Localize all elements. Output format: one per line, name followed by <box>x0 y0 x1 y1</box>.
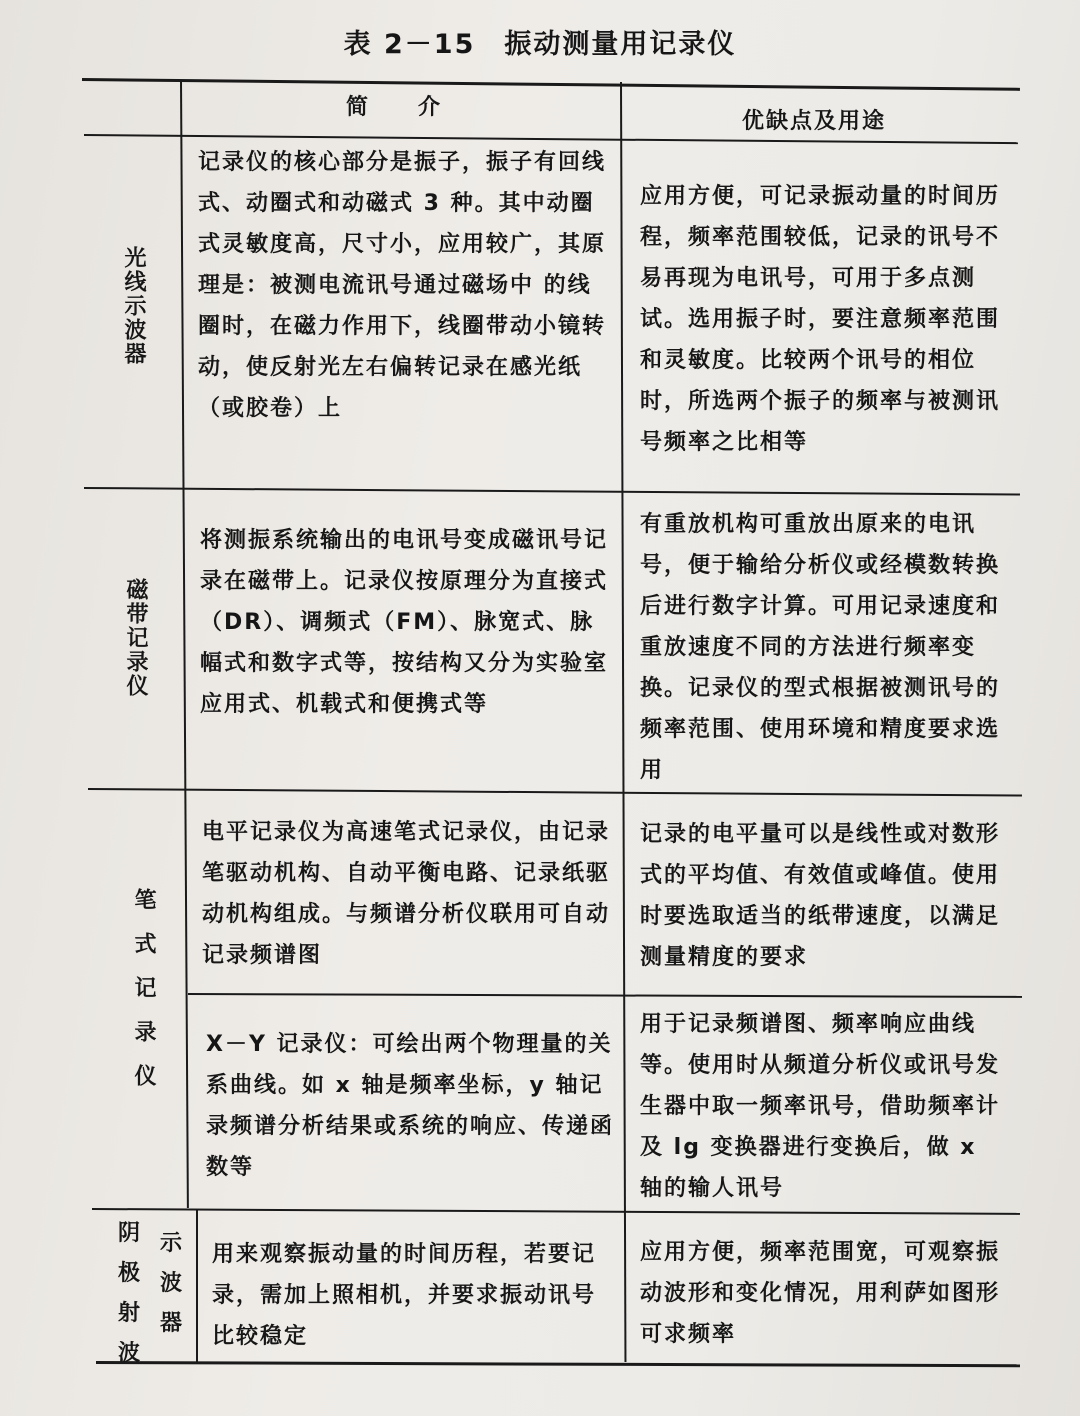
row3-usage-level: 记录的电平量可以是线性或对数形式的平均值、有效值或峰值。使用时要选取适当的纸带速度，以满足测量精度的要求 <box>640 822 1001 970</box>
table-bottom-rule <box>96 1361 1020 1367</box>
row5-category-left: 阴极射波 <box>118 1221 141 1366</box>
row3-intro-level: 电平记录仪为高速笔式记录仪，由记录笔驱动机构、自动平衡电路、记录纸驱动机构组成。与频谱分析仪联用可自动记录频谱图 <box>202 820 611 968</box>
row3-inner-rule <box>188 993 1022 998</box>
header-usage: 优缺点及用途 <box>742 109 887 134</box>
row3-category: 笔式记录仪 <box>131 888 156 1108</box>
row4-intro-xy: X－Y 记录仪：可绘出两个物理量的关系曲线。如 x 轴是频率坐标，y 轴记录频谱分析结果或系统的响应、传递函数等 <box>206 1032 615 1180</box>
row4-rule <box>92 1208 1020 1215</box>
row2-intro: 将测振系统输出的电讯号变成磁讯号记录在磁带上。记录仪按原理分为直接式（DR）、调频式（FM）、脉宽式、脉幅式和数字式等，按结构又分为实验室应用式、机载式和便携式等 <box>200 528 609 717</box>
row5-usage: 应用方便，频率范围宽，可观察振动波形和变化情况，用利萨如图形可求频率 <box>640 1240 1001 1347</box>
col1-divider-last <box>196 1210 198 1362</box>
row1-usage: 应用方便，可记录振动量的时间历程，频率范围较低，记录的讯号不易再现为电讯号，可用于多点测试。选用振子时，要注意频率范围和灵敏度。比较两个讯号的相位时，所选两个振子的频率与被测讯号频率之比相等 <box>640 184 1001 455</box>
table-title: 表 2－15 振动测量用记录仪 <box>343 29 737 60</box>
row4-usage-xy: 用于记录频谱图、频率响应曲线等。使用时从频道分析仪或讯号发生器中取一频率讯号，借助频率计及 lg 变换器进行变换后，做 x 轴的输人讯号 <box>640 1012 1001 1201</box>
header-intro: 简 介 <box>346 95 455 120</box>
table-top-rule <box>82 78 1020 91</box>
col1-divider <box>180 80 189 1208</box>
row1-intro: 记录仪的核心部分是振子，振子有回线式、动圈式和动磁式 3 种。其中动圈式灵敏度高，尺寸小，应用较广，其原理是：被测电流讯号通过磁场中 的线圈时，在磁力作用下，线圈带动小镜转动，使反射光左右偏转记录在感光纸（或胶卷）上 <box>198 150 607 421</box>
row2-usage: 有重放机构可重放出原来的电讯号，便于输给分析仪或经模数转换后进行数字计算。可用记录速度和重放速度不同的方法进行频率变换。记录仪的型式根据被测讯号的频率范围、使用环境和精度要求选用 <box>640 512 1001 783</box>
row5-intro: 用来观察振动量的时间历程，若要记录，需加上照相机，并要求振动讯号比较稳定 <box>212 1242 597 1349</box>
row5-category-right: 示波器 <box>160 1231 183 1336</box>
row2-category: 磁带记录仪 <box>123 578 148 698</box>
row1-category: 光线示波器 <box>121 246 146 366</box>
col2-divider <box>620 82 626 1362</box>
row1-rule <box>84 487 1020 496</box>
